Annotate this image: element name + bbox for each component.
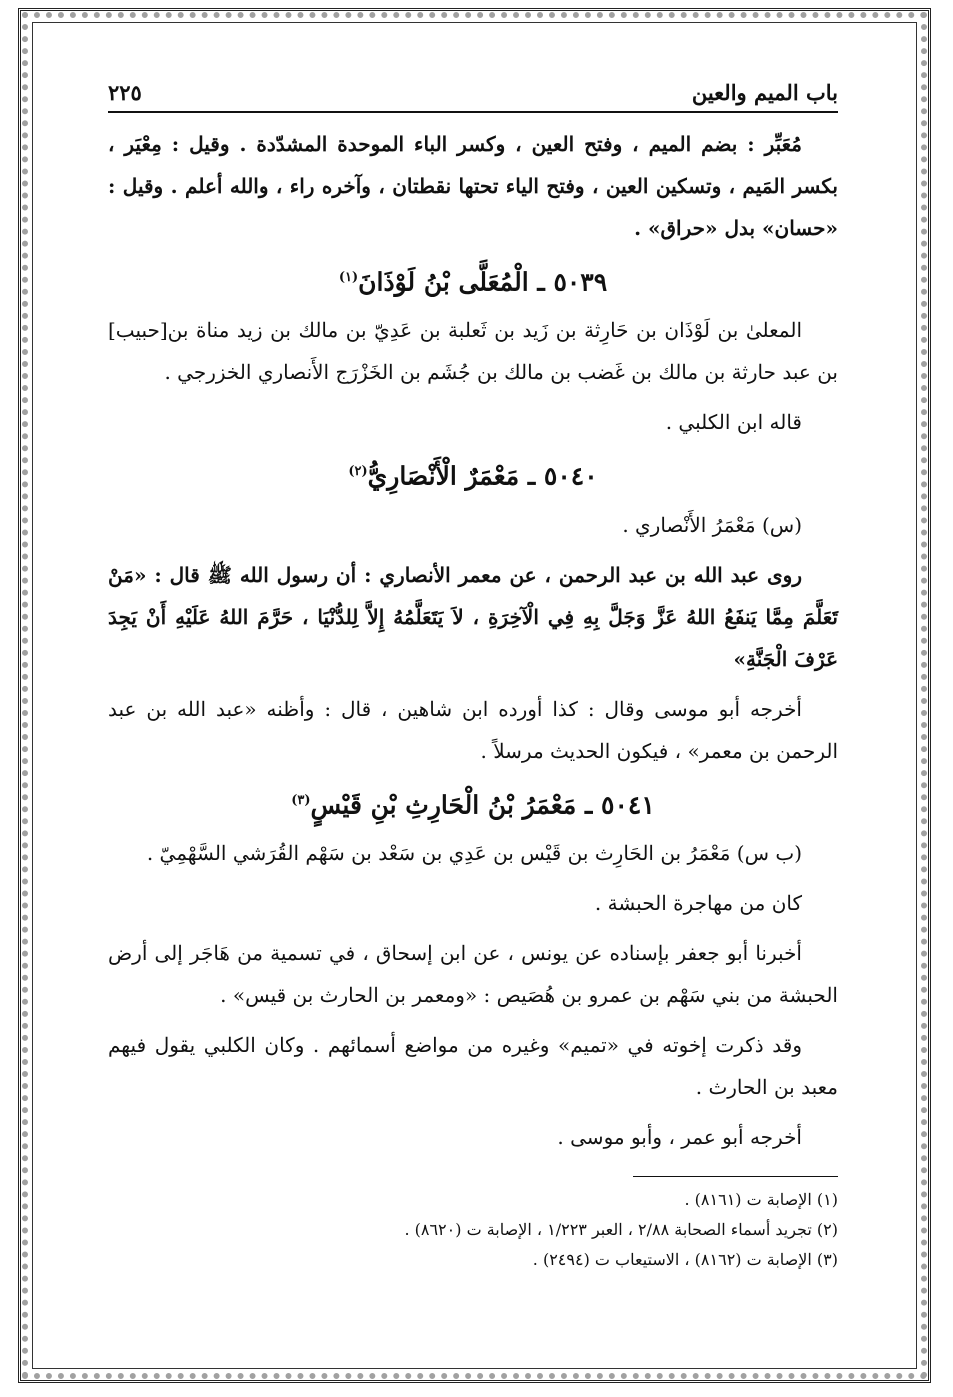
footnote-2: (٢) تجريد أسماء الصحابة ٢/٨٨ ، العبر ١/٢٢٣ ، الإصابة ت (٨٦٢٠) . [404, 1219, 838, 1239]
footnote-divider [633, 1176, 838, 1177]
footnote-ref: (٣) [291, 792, 311, 808]
hadith-paragraph: روى عبد الله بن عبد الرحمن ، عن معمر الأنصاري : أن رسول الله ﷺ قال : «مَنْ تَعَلَّمَ مِمَّا يَنفَعُ اللهُ عَزَّ وَجَلَّ بِهِ فِي الْآخِرَةِ ، لاَ يَتَعَلَّمُهُ إِلاَّ لِلدُّنْيَا ، حَرَّمَ اللهُ عَلَيْهِ أَنْ يَجِدَ عَرْفَ الْجَنَّةِ» [108, 562, 838, 671]
entry-paragraph: أخبرنا أبو جعفر بإسناده عن يونس ، عن ابن إسحاق ، في تسمية من هَاجَر إلى أرض الحبشة من بني سَهْم بن عمرو بن هُصَيص : «ومعمر بن الحارث بن قيس» . [108, 940, 838, 1007]
entry-paragraph: وقد ذكرت إخوته في «تميم» وغيره من مواضع أسمائهم . وكان الكلبي يقول فيهم معبد بن الحارث . [108, 1032, 838, 1099]
footnote-3: (٣) الإصابة ت (٨١٦٢) ، الاستيعاب ت (٢٤٩٤) . [532, 1249, 838, 1269]
running-header [108, 80, 838, 113]
footnotes [108, 1185, 838, 1275]
footnote-ref: (١) [338, 270, 359, 285]
entry-paragraph: أخرجه أبو عمر ، وأبو موسى . [557, 1124, 802, 1149]
entry-paragraph: (ب س) مَعْمَرُ بن الحَارِث بن قَيْس بن عَدِي بن سَعْد بن سَهْم القُرَشي السَّهْمِيّ . [146, 840, 802, 865]
page-body [108, 80, 838, 1275]
entry-paragraph: (س) مَعْمَرُ الأَنْصاري . [622, 512, 802, 537]
footnote-1: (١) الإصابة ت (٨١٦١) . [684, 1189, 838, 1209]
entry-heading-5041: ٥٠٤١ ـ مَعْمَرُ بْنُ الْحَارِثِ بْنِ قَيْسٍ$^{(٣)}$ [291, 789, 655, 819]
entry-heading-5040: ٥٠٤٠ ـ مَعْمَرٌ الْأَنْصَارِيُّ$^{(٢)}$ [348, 461, 598, 491]
page-number: ٢٢٥ [108, 80, 142, 105]
chapter-title: باب الميم والعين [691, 80, 838, 105]
intro-paragraph: مُعَبِّر : بضم الميم ، وفتح العين ، وكسر الباء الموحدة المشدّدة . وقيل : مِعْيَر ، بكسر المَيم ، وتسكين العين ، وفتح الياء تحتها نقطتان ، وآخره راء ، والله أعلم . وقيل : «حسان» بدل «حراق» . [108, 132, 838, 240]
entry-heading-5039: ٥٠٣٩ ـ الْمُعَلَّى بْنُ لَوْذَانَ$^{(١)}$ [338, 267, 608, 297]
entry-paragraph: أخرجه أبو موسى وقال : كذا أورده ابن شاهين ، قال : وأظنه «عبد الله بن عبد الرحمن بن معمر» ، فيكون الحديث مرسلاً . [108, 696, 838, 763]
entry-paragraph: كان من مهاجرة الحبشة . [594, 890, 802, 915]
entry-paragraph: المعلىٰ بن لَوْذَان بن حَارِثة بن زَيد بن ثَعلبة بن عَدِيّ بن مالك بن زيد مناة بن[حبيب] بن عبد حارثة بن مالك بن غَضب بن مالك بن جُشَم بن الخَزْرَج الأَنصاري الخزرجي . [108, 318, 838, 385]
entry-paragraph: قاله ابن الكلبي . [665, 410, 802, 435]
footnote-ref: (٢) [348, 464, 368, 480]
